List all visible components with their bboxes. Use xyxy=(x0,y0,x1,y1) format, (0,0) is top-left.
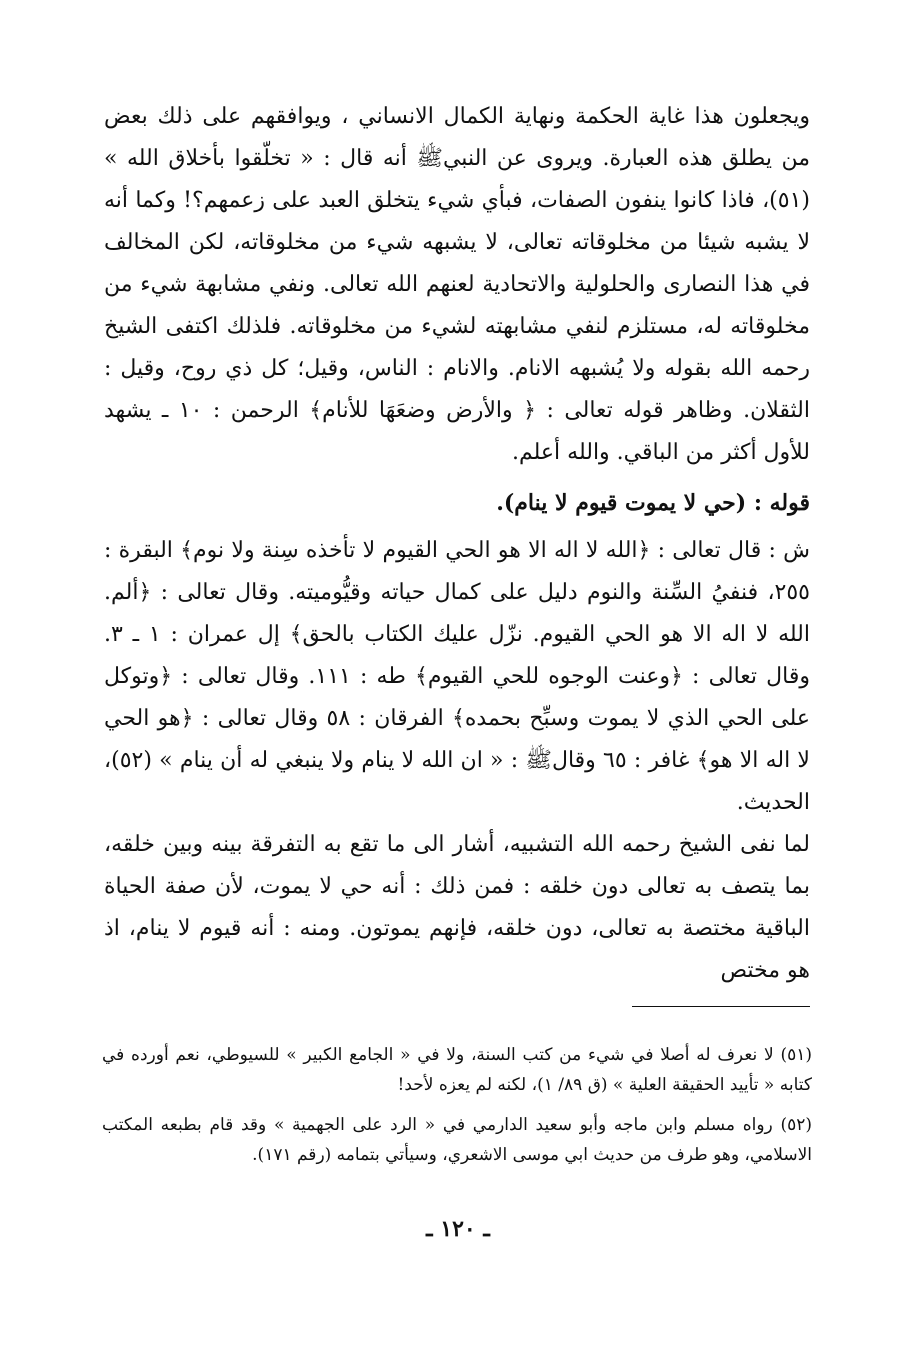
body-paragraph-2: ش : قال تعالى : ﴿الله لا اله الا هو الحي القيوم لا تأخذه سِنة ولا نوم﴾ البقرة : ٢٥٥، فنفيُ السِّنة والنوم دليل على كمال حياته وقيُّوميته. وقال تعالى : ﴿ألم. الله لا اله الا هو الحي القيوم. نزّل عليك الكتاب بالحق﴾ إل عمران : ١ ـ ٣. وقال تعالى : ﴿وعنت الوجوه للحي القيوم﴾ طه : ١١١. وقال تعالى : ﴿وتوكل على الحي الذي لا يموت وسبِّح بحمده﴾ الفرقان : ٥٨ وقال تعالى : ﴿هو الحي لا اله الا هو﴾ غافر : ٦٥ وقالﷺ : « ان الله لا ينام ولا ينبغي له أن ينام » (٥٢)، الحديث. xyxy=(104,538,811,815)
body-paragraph-3: لما نفى الشيخ رحمه الله التشبيه، أشار الى ما تقع به التفرقة بينه وبين خلقه، بما يتصف به تعالى دون خلقه : فمن ذلك : أنه حي لا يموت، لأن صفة الحياة الباقية مختصة به تعالى، دون خلقه، فإنهم يموتون. ومنه : أنه قيوم لا ينام، اذ هو مختص xyxy=(104,832,810,983)
footnote-divider xyxy=(632,1006,810,1007)
footnotes xyxy=(102,1040,812,1180)
main-text-block xyxy=(104,96,810,992)
footnote-51: (٥١) لا نعرف له أصلا في شيء من كتب السنة، ولا في « الجامع الكبير » للسيوطي، نعم أورده في كتابه « تأييد الحقيقة العلية » (ق ٨٩/ ١)، لكنه لم يعزه لأحد! xyxy=(102,1045,812,1095)
page-number: ـ ١٢٠ ـ xyxy=(426,1216,490,1242)
body-paragraph-1: ويجعلون هذا غاية الحكمة ونهاية الكمال الانساني ، ويوافقهم على ذلك بعض من يطلق هذه العبارة. ويروى عن النبيﷺ أنه قال : « تخلّقوا بأخلاق الله » (٥١)، فاذا كانوا ينفون الصفات، فبأي شيء يتخلق العبد على زعمهم؟! وكما أنه لا يشبه شيئا من مخلوقاته تعالى، لا يشبهه شيء من مخلوقاته، لكن المخالف في هذا النصارى والحلولية والاتحادية لعنهم الله تعالى. ونفي مشابهة شيء من مخلوقاته له، مستلزم لنفي مشابهته لشيء من مخلوقاته. فلذلك اكتفى الشيخ رحمه الله بقوله ولا يُشبهه الانام. والانام : الناس، وقيل؛ كل ذي روح، وقيل : الثقلان. وظاهر قوله تعالى : ﴿ والأرض وضعَهَا للأنام﴾ الرحمن : ١٠ ـ يشهد للأول أكثر من الباقي. والله أعلم. xyxy=(104,104,810,465)
section-heading: قوله : (حي لا يموت قيوم لا ينام). xyxy=(496,490,810,516)
footnote-52: (٥٢) رواه مسلم وابن ماجه وأبو سعيد الدارمي في « الرد على الجهمية » وقد قام بطبعه المكتب الاسلامي، وهو طرف من حديث ابي موسى الاشعري، وسيأتي بتمامه (رقم ١٧١). xyxy=(102,1115,812,1165)
